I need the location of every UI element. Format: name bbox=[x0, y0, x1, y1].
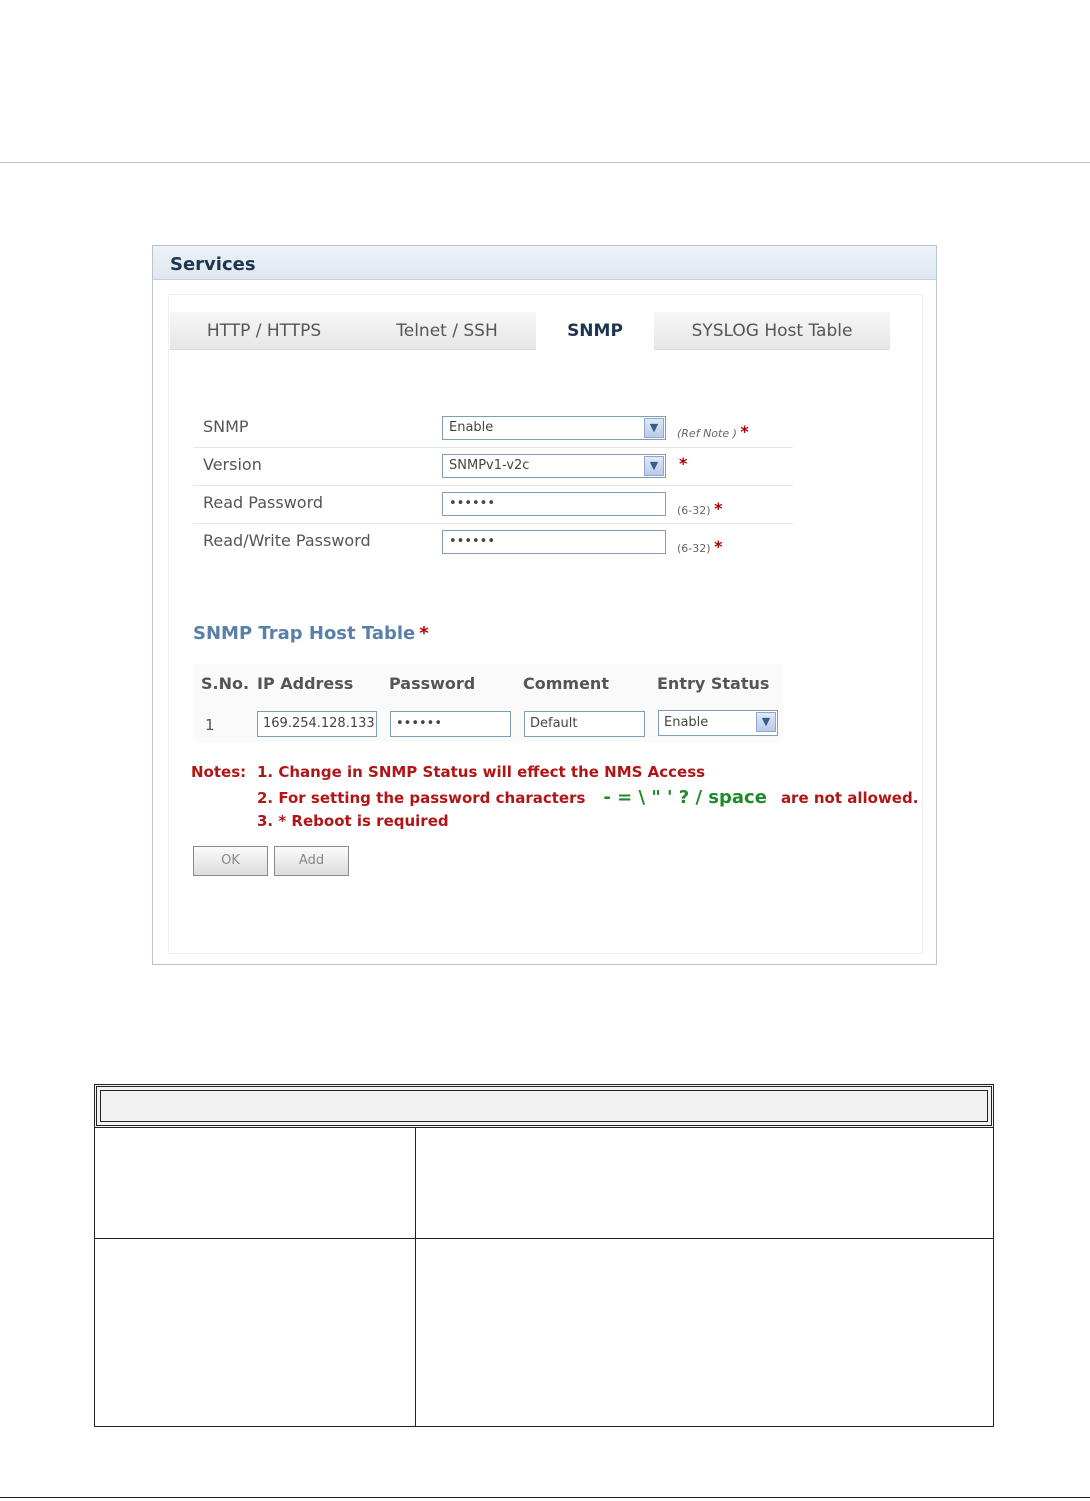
version-select-value: SNMPv1-v2c bbox=[449, 458, 530, 473]
col-header-sno: S.No. bbox=[201, 674, 250, 693]
tab-bar bbox=[170, 312, 890, 350]
description-table bbox=[94, 1084, 994, 1427]
tab-syslog-host-table[interactable]: SYSLOG Host Table bbox=[654, 312, 890, 350]
snmp-select-value: Enable bbox=[449, 420, 494, 435]
required-marker: * bbox=[714, 499, 723, 518]
notes-label: Notes: bbox=[191, 763, 247, 781]
entry-status-select[interactable] bbox=[658, 710, 778, 736]
description-cell bbox=[94, 1127, 416, 1239]
tab-telnet-ssh[interactable]: Telnet / SSH bbox=[358, 312, 536, 350]
note-1: 1. Change in SNMP Status will effect the NMS Access bbox=[257, 763, 706, 781]
read-password-length-hint: (6-32) * bbox=[677, 499, 723, 518]
trap-host-table bbox=[193, 664, 783, 742]
version-row bbox=[193, 448, 793, 486]
footer-rule bbox=[0, 1497, 1090, 1498]
ip-address-input[interactable]: 169.254.128.133 bbox=[257, 711, 377, 737]
snmp-ref-note: (Ref Note ) * bbox=[677, 422, 749, 441]
rw-password-label: Read/Write Password bbox=[203, 531, 371, 550]
rw-password-length-hint: (6-32) * bbox=[677, 537, 723, 556]
snmp-row bbox=[193, 410, 793, 448]
trap-table-title: SNMP Trap Host Table * bbox=[193, 623, 429, 644]
add-button[interactable]: Add bbox=[274, 846, 349, 876]
col-header-password: Password bbox=[389, 674, 476, 693]
description-table-header bbox=[94, 1084, 994, 1128]
read-password-label: Read Password bbox=[203, 493, 324, 512]
col-header-comment: Comment bbox=[523, 674, 609, 693]
services-panel bbox=[152, 245, 937, 965]
required-marker: * bbox=[714, 537, 723, 556]
chevron-down-icon[interactable]: ▼ bbox=[644, 456, 664, 476]
required-marker: * bbox=[740, 422, 749, 441]
version-select[interactable] bbox=[442, 454, 666, 478]
row-sno: 1 bbox=[205, 716, 215, 734]
ok-button[interactable]: OK bbox=[193, 846, 268, 876]
panel-title: Services bbox=[153, 246, 936, 280]
chevron-down-icon[interactable]: ▼ bbox=[756, 712, 776, 732]
chevron-down-icon[interactable]: ▼ bbox=[644, 418, 664, 438]
read-password-row bbox=[193, 486, 793, 524]
version-label: Version bbox=[203, 455, 262, 474]
rw-password-input[interactable]: •••••• bbox=[442, 530, 666, 554]
forbidden-characters: - = \ " ' ? / space bbox=[603, 787, 767, 808]
description-cell bbox=[94, 1238, 416, 1427]
tab-snmp[interactable]: SNMP bbox=[536, 312, 654, 350]
header-rule bbox=[0, 162, 1090, 163]
note-3: 3. * Reboot is required bbox=[257, 812, 449, 830]
col-header-ip: IP Address bbox=[257, 674, 354, 693]
description-cell bbox=[415, 1127, 994, 1239]
trap-password-input[interactable]: •••••• bbox=[390, 711, 511, 737]
comment-input[interactable]: Default bbox=[524, 711, 645, 737]
note-2: 2. For setting the password characters - = \ " ' ? / space are not allowed. bbox=[257, 787, 919, 808]
snmp-settings-form bbox=[193, 410, 793, 561]
required-marker: * bbox=[419, 623, 429, 644]
col-header-entry-status: Entry Status bbox=[657, 674, 770, 693]
snmp-label: SNMP bbox=[203, 417, 249, 436]
entry-status-value: Enable bbox=[664, 715, 709, 730]
tab-http-https[interactable]: HTTP / HTTPS bbox=[170, 312, 358, 350]
read-password-input[interactable]: •••••• bbox=[442, 492, 666, 516]
rw-password-row bbox=[193, 524, 793, 561]
snmp-select[interactable] bbox=[442, 416, 666, 440]
description-cell bbox=[415, 1238, 994, 1427]
required-marker: * bbox=[679, 454, 688, 473]
